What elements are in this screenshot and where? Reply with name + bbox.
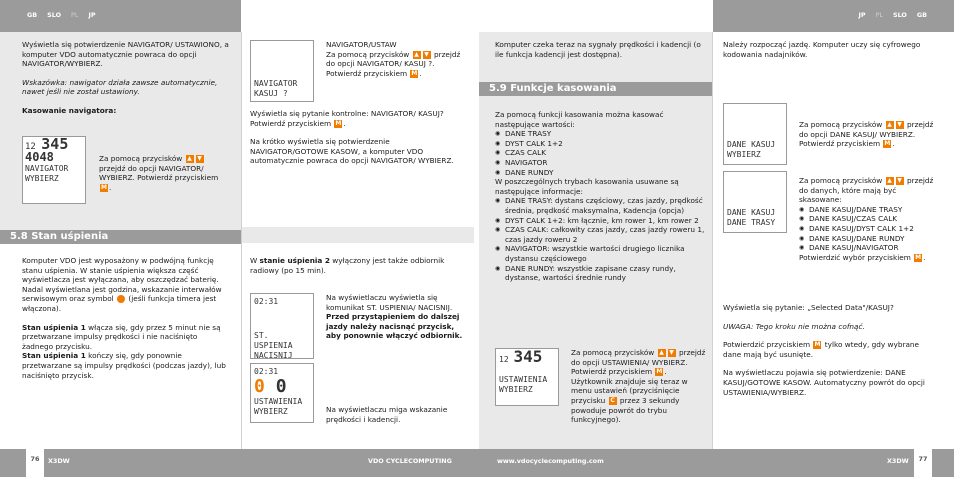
lcd-line: WYBIERZ <box>25 174 59 183</box>
col2-sleep2: W stanie uśpienia 2 wyłączony jest także odbiornik radiowy (po 15 min). <box>250 256 445 275</box>
lcd-line: NAVIGATOR <box>254 79 298 88</box>
lcd-display-dane-kasuj <box>723 103 787 165</box>
list-item: ◉ CZAS CALK <box>495 148 705 158</box>
lang-tab-slo[interactable]: SLO <box>892 11 907 19</box>
lcd-line: WYBIERZ <box>499 385 533 394</box>
m-key-icon: M <box>915 253 922 261</box>
col4-p1: Należy rozpocząć jazdę. Komputer uczy się cyfrowego kodowania nadajników. <box>723 40 921 59</box>
list-item: ◉ DYST CALK 1+2: km łącznie, km rower 1, km rower 2 <box>495 216 705 226</box>
list-item: ◉ NAVIGATOR <box>495 158 705 168</box>
col3-p2: Za pomocą funkcji kasowania można kasować następujące wartości: <box>495 110 664 129</box>
col1-text <box>22 40 230 116</box>
lcd-line: USTAWIENIA <box>254 397 303 406</box>
list-item: ◉ DANE RUNDY: wszystkie zapisane czasy rundy, dystanse, wartości średnie rundy <box>495 264 705 283</box>
footer-brand: VDO CYCLECOMPUTING <box>368 457 452 465</box>
list-item: ◉ DANE RUNDY <box>495 168 705 178</box>
up-key-icon: ▲ <box>187 155 192 162</box>
list-item: ◉ CZAS CALK: całkowity czas jazdy, czas jazdy roweru 1, czas jazdy roweru 2 <box>495 225 705 244</box>
language-tabs-right <box>854 11 933 21</box>
col2-blink-caption: Na wyświetlaczu miga wskazanie prędkości i kadencji. <box>326 405 448 424</box>
col1-s3: Stan uśpienia 1 kończy się, gdy ponownie przetwarzane są impulsy prędkości (podczas jazdy), lub naciśnięto przycisk. <box>22 351 226 380</box>
lcd-line: 12 <box>25 142 36 152</box>
m-key-icon: M <box>656 368 663 376</box>
col4-text <box>723 303 935 397</box>
col1-s2: Stan uśpienia 1 włącza się, gdy przez 5 minut nie są przetwarzane impulsy prędkości i nie naciśnięto żadnego przycisku. <box>22 322 221 351</box>
lcd-display-navigator <box>22 136 86 204</box>
delete-options-list <box>799 205 939 253</box>
col3-p3: W poszczególnych trybach kasowania usuwane są następujące informacje: <box>495 177 679 196</box>
col4-caption1: Za pomocą przycisków ▲ ▼ przejdź do opcji DANE KASUJ/ WYBIERZ. Potwierdź przyciskiem M . <box>799 120 934 149</box>
reset-list <box>495 129 705 177</box>
m-key-icon: M <box>101 183 107 191</box>
lcd-display-blink <box>250 363 314 423</box>
m-key-icon: M <box>335 119 342 127</box>
col2-t2: Za pomocą przycisków ▲ ▼ przejdź do opcji NAVIGATOR/ KASUJ ?. Potwierdź przyciskiem M . <box>326 49 461 78</box>
col3-caption: Za pomocą przycisków ▲ ▼ przejdź do opcji USTAWIENIA/ WYBIERZ. Potwierdź przyciskiem M . Użytkownik znajduje się teraz w menu ustawień (przyciśnięcie przycisku C przez 3 sekundy powoduje powrót do trybu funkcyjnego). <box>571 348 706 425</box>
lcd-display-dane-trasy <box>723 171 787 233</box>
page-number-right: 77 <box>914 449 932 477</box>
blinking-speed: 0 <box>254 376 265 397</box>
col2-t1: NAVIGATOR/USTAW <box>326 40 397 49</box>
lcd-line: NAVIGATOR <box>25 164 69 173</box>
list-item: ◉ DYST CALK 1+2 <box>495 139 705 149</box>
list-item: ◉ DANE KASUJ/DYST CALK 1+2 <box>799 224 939 234</box>
down-key-icon: ▼ <box>897 177 902 184</box>
list-item: ◉ DANE KASUJ/DANE TRASY <box>799 205 939 215</box>
lang-tab-gb[interactable]: GB <box>916 11 927 19</box>
lcd-line: ST. USPIENIA <box>254 331 293 350</box>
timer-icon <box>117 295 125 303</box>
col1-hint: Wskazówka: nawigator działa zawsze automatycznie, nawet jeśli nie został ustawiony. <box>22 77 218 97</box>
lcd-line: WYBIERZ <box>254 407 288 416</box>
col2-uspienia-caption: Na wyświetlaczu wyświetla się komunikat ST. USPIENIA/ NACISNIJ. Przed przystąpieniem do dalszej jazdy należy nacisnąć przycisk, aby ponownie włączyć odbiornik. <box>326 293 463 341</box>
col4-p4: Potwierdzić przyciskiem M tylko wtedy, gdy wybrane dane mają być usunięte. <box>723 340 920 359</box>
lcd-display-ustawienia <box>495 348 559 406</box>
down-key-icon: ▼ <box>897 121 902 128</box>
col1-s1: Komputer VDO jest wyposażony w podwójną funkcję stanu uśpienia. W stanie uśpienia większa część wyświetlacza jest wyłączana, aby oszczędzać baterię. Nadal wyświetlana jest godzina, wskazanie interwałów serwisowym oraz symbol (jeśli funkcja timera jest włączona). <box>22 256 222 313</box>
col2-text <box>250 109 466 166</box>
col1-p1: Wyświetla się potwierdzenie NAVIGATOR/ USTAWIONO, a komputer VDO automatycznie powraca do opcji NAVIGATOR/WYBIERZ. <box>22 40 229 69</box>
lcd-line: 02:31 <box>254 297 279 306</box>
lcd-line: 02:31 <box>254 367 279 376</box>
col2-p2: Na krótko wyświetla się potwierdzenie NAVIGATOR/GOTOWE KASOW, a komputer VDO automatycznie powraca do opcji NAVIGATOR/ WYBIERZ. <box>250 137 454 166</box>
lcd-line: DANE KASUJ <box>727 140 776 149</box>
up-key-icon: ▲ <box>414 50 419 58</box>
down-key-icon: ▼ <box>197 155 202 162</box>
down-key-icon: ▼ <box>424 50 429 58</box>
c-key-icon: C <box>610 396 615 404</box>
up-key-icon: ▲ <box>659 349 664 356</box>
lcd-line: USTAWIENIA <box>499 375 548 384</box>
footer-url[interactable]: www.vdocyclecomputing.com <box>497 457 604 465</box>
lcd-line: 0 <box>275 376 287 397</box>
lang-tab-jp[interactable]: JP <box>858 11 866 19</box>
list-item: ◉ DANE KASUJ/DANE RUNDY <box>799 234 939 244</box>
col4-warning: UWAGA: Tego kroku nie można cofnąć. <box>723 321 865 331</box>
up-key-icon: ▲ <box>887 121 892 128</box>
m-key-icon: M <box>814 341 821 349</box>
down-key-icon: ▼ <box>669 349 674 356</box>
col3-p1: Komputer czeka teraz na sygnały prędkości i kadencji (o ile funkcja kadencji jest dostępna). <box>495 40 701 59</box>
col1-lcd-caption: Za pomocą przycisków ▲ ▼ przejdź do opcji NAVIGATOR/ WYBIERZ. Potwierdź przyciskiem M . <box>99 154 219 192</box>
col1-heading-kasowanie: Kasowanie navigatora: <box>22 105 117 115</box>
bottom-bar <box>0 449 954 477</box>
col4-caption2: Za pomocą przycisków ▲ ▼ przejdź do danych, które mają być skasowane: ◉ DANE KASUJ/DANE TRASY ◉ DANE KASUJ/CZAS CALK ◉ DANE KASUJ/DYST CALK 1+2 ◉ DANE KASUJ/DANE RUNDY ◉ DANE KASUJ/NAVIGATOR Potwierdzić wybór przyciskiem M . <box>799 176 939 262</box>
language-tabs-left <box>22 11 101 21</box>
list-item: ◉ DANE KASUJ/CZAS CALK <box>799 214 939 224</box>
list-item: ◉ DANE KASUJ/NAVIGATOR <box>799 243 939 253</box>
lcd-line: 345 <box>513 347 543 366</box>
lang-tab-pl[interactable]: PL <box>71 11 79 19</box>
section-title-5-8: 5.8 Stan uśpienia <box>0 230 241 244</box>
lcd-line: 12 <box>499 355 509 364</box>
lang-tab-slo[interactable]: SLO <box>47 11 62 19</box>
list-item: ◉ DANE TRASY: dystans częściowy, czas jazdy, prędkość średnia, prędkość maksymalna, Kadencja (opcja) <box>495 196 705 215</box>
col2-p1: Wyświetla się pytanie kontrolne: NAVIGATOR/ KASUJ? Potwierdź przyciskiem M . <box>250 109 444 128</box>
col1-sleep-text <box>22 256 230 380</box>
col2-top-caption <box>326 40 466 78</box>
divider-2 <box>712 32 713 449</box>
lang-tab-jp[interactable]: JP <box>88 11 96 19</box>
list-item: ◉ NAVIGATOR: wszystkie wartości drugiego licznika dystansu częściowego <box>495 244 705 263</box>
reset-details-list <box>495 196 705 282</box>
col4-p2: Wyświetla się pytanie: „Selected Data"/KASUJ? <box>723 303 894 312</box>
page-number-left: 76 <box>26 449 44 477</box>
footer-model-left: X3DW <box>48 457 70 465</box>
lang-tab-pl[interactable]: PL <box>875 11 883 19</box>
lcd-line: KASUJ ? <box>254 89 288 98</box>
lcd-line: DANE KASUJ <box>727 208 776 217</box>
up-key-icon: ▲ <box>887 177 892 184</box>
col4-p5: Na wyświetlaczu pojawia się potwierdzenie: DANE KASUJ/GOTOWE KASOW. Automatyczny powrót do opcji USTAWIENIA/WYBIERZ. <box>723 368 925 397</box>
m-key-icon: M <box>884 140 891 148</box>
lcd-display-kasuj <box>250 40 314 102</box>
list-item: ◉ DANE TRASY <box>495 129 705 139</box>
lcd-line: DANE TRASY <box>727 218 776 227</box>
lcd-line: NACISNIJ <box>254 351 293 360</box>
m-key-icon: M <box>411 69 418 77</box>
lcd-line: WYBIERZ <box>727 150 761 159</box>
lcd-display-uspienia <box>250 293 314 359</box>
section-title-5-9: 5.9 Funkcje kasowania <box>479 82 712 96</box>
lang-tab-gb[interactable]: GB <box>27 11 38 19</box>
lcd-line: 4048 <box>25 150 54 164</box>
lcd-line: 345 <box>41 135 69 153</box>
divider-1 <box>241 32 242 449</box>
col3-text <box>495 110 705 283</box>
footer-model-right: X3DW <box>887 457 909 465</box>
